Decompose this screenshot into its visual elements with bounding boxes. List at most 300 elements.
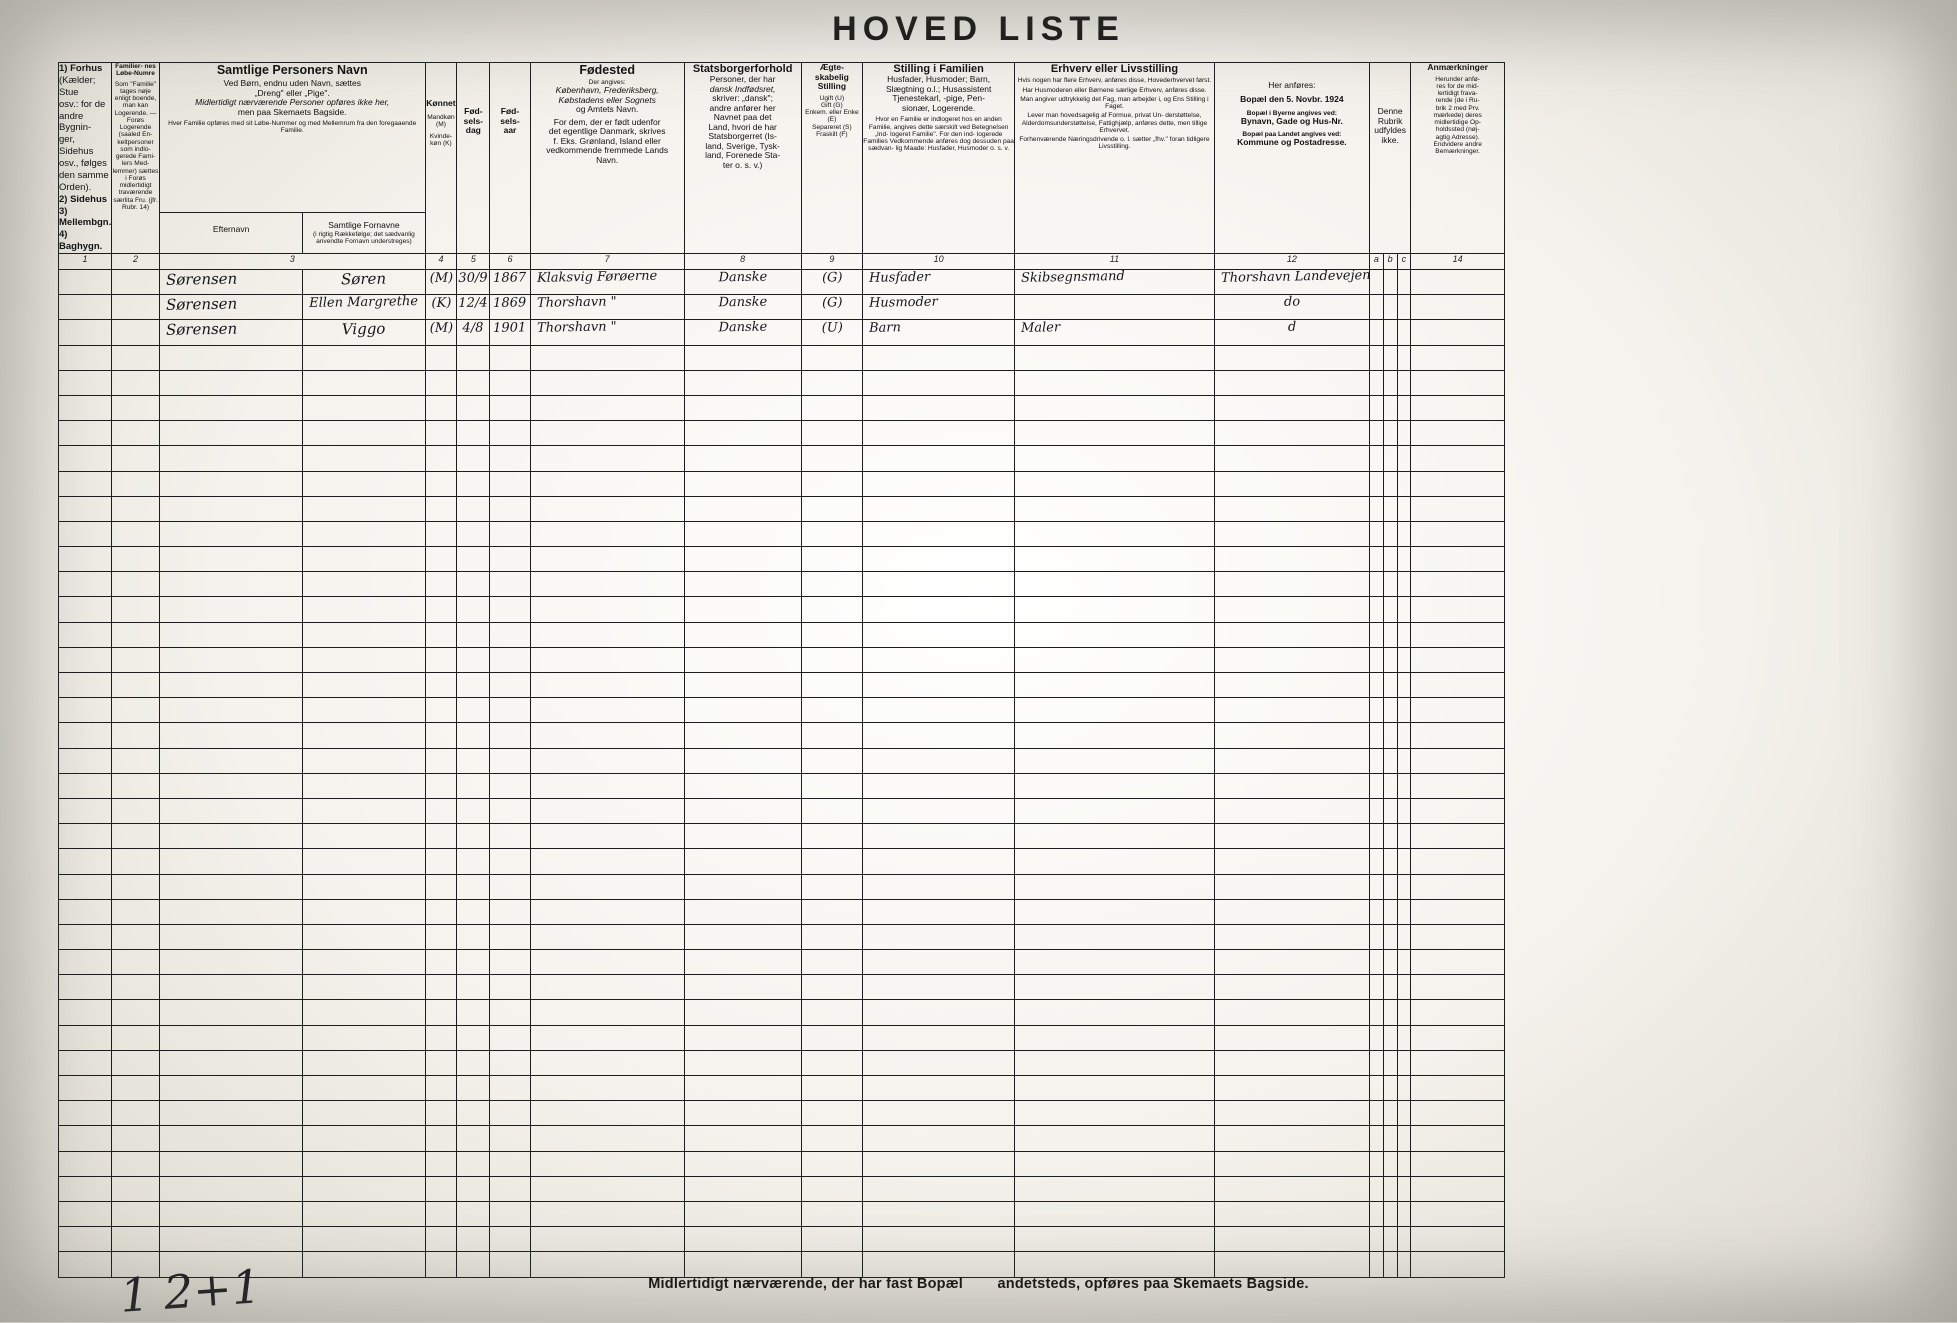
cell-empty[interactable] bbox=[1397, 1025, 1411, 1050]
cell-empty[interactable] bbox=[684, 748, 801, 773]
cell-empty[interactable] bbox=[159, 1101, 302, 1126]
cell-13b[interactable] bbox=[1383, 320, 1397, 345]
cell-empty[interactable] bbox=[1411, 1050, 1505, 1075]
cell-occupation[interactable]: Skibsegnsmand bbox=[1015, 270, 1215, 295]
table-row-empty[interactable] bbox=[59, 698, 1505, 723]
cell-empty[interactable] bbox=[490, 1227, 530, 1252]
cell-empty[interactable] bbox=[159, 1176, 302, 1201]
cell-empty[interactable] bbox=[530, 1000, 684, 1025]
cell-empty[interactable] bbox=[425, 370, 457, 395]
cell-empty[interactable] bbox=[684, 622, 801, 647]
cell-empty[interactable] bbox=[1383, 395, 1397, 420]
cell-empty[interactable] bbox=[59, 924, 112, 949]
cell-empty[interactable] bbox=[1214, 496, 1369, 521]
cell-empty[interactable] bbox=[59, 950, 112, 975]
cell-empty[interactable] bbox=[159, 748, 302, 773]
cell-empty[interactable] bbox=[1383, 1201, 1397, 1226]
cell-empty[interactable] bbox=[801, 798, 863, 823]
cell-empty[interactable] bbox=[490, 773, 530, 798]
table-row[interactable] bbox=[59, 320, 1505, 345]
cell-empty[interactable] bbox=[1214, 975, 1369, 1000]
cell-empty[interactable] bbox=[490, 975, 530, 1000]
table-row[interactable] bbox=[59, 270, 1505, 295]
cell-empty[interactable] bbox=[425, 496, 457, 521]
cell-empty[interactable] bbox=[159, 773, 302, 798]
cell-empty[interactable] bbox=[1411, 874, 1505, 899]
cell-empty[interactable] bbox=[303, 1076, 425, 1101]
table-row-empty[interactable] bbox=[59, 874, 1505, 899]
cell-empty[interactable] bbox=[801, 1000, 863, 1025]
cell-sex[interactable]: (M) bbox=[425, 270, 457, 295]
cell-empty[interactable] bbox=[1397, 748, 1411, 773]
cell-empty[interactable] bbox=[530, 622, 684, 647]
cell-empty[interactable] bbox=[1397, 824, 1411, 849]
cell-empty[interactable] bbox=[1383, 521, 1397, 546]
cell-empty[interactable] bbox=[1411, 572, 1505, 597]
cell-empty[interactable] bbox=[457, 975, 490, 1000]
cell-empty[interactable] bbox=[1383, 824, 1397, 849]
cell-empty[interactable] bbox=[1214, 370, 1369, 395]
cell-empty[interactable] bbox=[1015, 446, 1215, 471]
cell-empty[interactable] bbox=[863, 950, 1015, 975]
cell-empty[interactable] bbox=[303, 773, 425, 798]
cell-empty[interactable] bbox=[1214, 1050, 1369, 1075]
cell-empty[interactable] bbox=[1397, 1000, 1411, 1025]
cell-empty[interactable] bbox=[159, 647, 302, 672]
cell-empty[interactable] bbox=[684, 471, 801, 496]
cell-empty[interactable] bbox=[863, 874, 1015, 899]
cell-empty[interactable] bbox=[1369, 471, 1383, 496]
table-row-empty[interactable] bbox=[59, 647, 1505, 672]
cell-empty[interactable] bbox=[59, 622, 112, 647]
cell-citizenship[interactable]: Danske bbox=[684, 270, 801, 295]
cell-empty[interactable] bbox=[1214, 748, 1369, 773]
cell-empty[interactable] bbox=[457, 773, 490, 798]
cell-empty[interactable] bbox=[159, 673, 302, 698]
cell-empty[interactable] bbox=[684, 496, 801, 521]
cell-empty[interactable] bbox=[1397, 446, 1411, 471]
cell-occupation[interactable] bbox=[1015, 295, 1215, 320]
cell-empty[interactable] bbox=[1411, 773, 1505, 798]
cell-empty[interactable] bbox=[1214, 1076, 1369, 1101]
cell-empty[interactable] bbox=[1411, 899, 1505, 924]
cell-empty[interactable] bbox=[530, 496, 684, 521]
cell-empty[interactable] bbox=[1397, 647, 1411, 672]
cell-empty[interactable] bbox=[1214, 1201, 1369, 1226]
cell-empty[interactable] bbox=[425, 446, 457, 471]
cell-surname[interactable]: Sørensen bbox=[159, 295, 302, 320]
cell-empty[interactable] bbox=[457, 471, 490, 496]
cell-empty[interactable] bbox=[1397, 924, 1411, 949]
cell-empty[interactable] bbox=[1369, 1227, 1383, 1252]
cell-firstname[interactable]: Ellen Margrethe bbox=[303, 295, 425, 320]
cell-empty[interactable] bbox=[684, 1050, 801, 1075]
cell-empty[interactable] bbox=[801, 421, 863, 446]
cell-empty[interactable] bbox=[863, 496, 1015, 521]
cell-empty[interactable] bbox=[1397, 1076, 1411, 1101]
cell-empty[interactable] bbox=[1015, 496, 1215, 521]
cell-empty[interactable] bbox=[159, 1000, 302, 1025]
cell-empty[interactable] bbox=[1214, 647, 1369, 672]
cell-empty[interactable] bbox=[112, 1176, 160, 1201]
cell-empty[interactable] bbox=[1369, 370, 1383, 395]
cell-empty[interactable] bbox=[59, 647, 112, 672]
cell-empty[interactable] bbox=[303, 622, 425, 647]
cell-empty[interactable] bbox=[425, 1050, 457, 1075]
cell-empty[interactable] bbox=[490, 698, 530, 723]
cell-empty[interactable] bbox=[1383, 698, 1397, 723]
cell-empty[interactable] bbox=[1214, 698, 1369, 723]
cell-empty[interactable] bbox=[863, 1227, 1015, 1252]
cell-empty[interactable] bbox=[303, 521, 425, 546]
cell-empty[interactable] bbox=[457, 1000, 490, 1025]
cell-empty[interactable] bbox=[863, 723, 1015, 748]
cell-empty[interactable] bbox=[863, 1025, 1015, 1050]
cell-empty[interactable] bbox=[1397, 547, 1411, 572]
cell-empty[interactable] bbox=[425, 521, 457, 546]
cell-empty[interactable] bbox=[490, 798, 530, 823]
cell-empty[interactable] bbox=[159, 572, 302, 597]
cell-empty[interactable] bbox=[1369, 950, 1383, 975]
cell-empty[interactable] bbox=[530, 1151, 684, 1176]
cell-empty[interactable] bbox=[303, 647, 425, 672]
cell-empty[interactable] bbox=[684, 1151, 801, 1176]
cell-empty[interactable] bbox=[457, 723, 490, 748]
cell-empty[interactable] bbox=[1383, 798, 1397, 823]
cell-empty[interactable] bbox=[801, 647, 863, 672]
cell-empty[interactable] bbox=[1369, 1050, 1383, 1075]
cell-empty[interactable] bbox=[59, 471, 112, 496]
cell-empty[interactable] bbox=[303, 975, 425, 1000]
cell-empty[interactable] bbox=[1214, 773, 1369, 798]
cell-empty[interactable] bbox=[159, 899, 302, 924]
cell-empty[interactable] bbox=[490, 1252, 530, 1277]
cell-empty[interactable] bbox=[490, 622, 530, 647]
cell-empty[interactable] bbox=[303, 1025, 425, 1050]
cell-empty[interactable] bbox=[684, 1025, 801, 1050]
cell-empty[interactable] bbox=[425, 673, 457, 698]
cell-empty[interactable] bbox=[530, 874, 684, 899]
cell-empty[interactable] bbox=[112, 849, 160, 874]
cell-empty[interactable] bbox=[1383, 1126, 1397, 1151]
cell-empty[interactable] bbox=[159, 975, 302, 1000]
cell-empty[interactable] bbox=[112, 395, 160, 420]
cell-empty[interactable] bbox=[801, 1050, 863, 1075]
cell-empty[interactable] bbox=[801, 1252, 863, 1277]
cell-empty[interactable] bbox=[59, 748, 112, 773]
cell-empty[interactable] bbox=[801, 899, 863, 924]
cell-empty[interactable] bbox=[490, 1050, 530, 1075]
cell-empty[interactable] bbox=[59, 1176, 112, 1201]
cell-empty[interactable] bbox=[1383, 673, 1397, 698]
cell-empty[interactable] bbox=[303, 547, 425, 572]
cell-empty[interactable] bbox=[684, 1101, 801, 1126]
cell-marital[interactable]: (G) bbox=[801, 270, 863, 295]
cell-empty[interactable] bbox=[112, 1050, 160, 1075]
cell-empty[interactable] bbox=[490, 1126, 530, 1151]
cell-empty[interactable] bbox=[490, 899, 530, 924]
cell-empty[interactable] bbox=[801, 395, 863, 420]
cell-empty[interactable] bbox=[684, 698, 801, 723]
cell-empty[interactable] bbox=[490, 1151, 530, 1176]
cell-empty[interactable] bbox=[457, 1126, 490, 1151]
cell-empty[interactable] bbox=[530, 723, 684, 748]
cell-empty[interactable] bbox=[684, 924, 801, 949]
cell-empty[interactable] bbox=[1411, 496, 1505, 521]
cell-empty[interactable] bbox=[1383, 1000, 1397, 1025]
cell-firstname[interactable]: Søren bbox=[303, 270, 425, 295]
cell-empty[interactable] bbox=[425, 597, 457, 622]
cell-empty[interactable] bbox=[863, 824, 1015, 849]
cell-empty[interactable] bbox=[1383, 572, 1397, 597]
cell-empty[interactable] bbox=[425, 899, 457, 924]
cell-empty[interactable] bbox=[530, 370, 684, 395]
cell-empty[interactable] bbox=[863, 1151, 1015, 1176]
cell-empty[interactable] bbox=[1214, 345, 1369, 370]
cell-empty[interactable] bbox=[159, 496, 302, 521]
cell-13a[interactable] bbox=[1369, 270, 1383, 295]
cell-empty[interactable] bbox=[457, 1076, 490, 1101]
cell-empty[interactable] bbox=[59, 824, 112, 849]
cell-empty[interactable] bbox=[457, 521, 490, 546]
cell-empty[interactable] bbox=[1214, 1025, 1369, 1050]
cell-empty[interactable] bbox=[457, 597, 490, 622]
cell-empty[interactable] bbox=[1369, 345, 1383, 370]
cell-empty[interactable] bbox=[303, 597, 425, 622]
cell-empty[interactable] bbox=[801, 874, 863, 899]
cell-empty[interactable] bbox=[1383, 1176, 1397, 1201]
cell-empty[interactable] bbox=[457, 421, 490, 446]
cell-empty[interactable] bbox=[303, 1151, 425, 1176]
cell-empty[interactable] bbox=[1383, 773, 1397, 798]
table-row-empty[interactable] bbox=[59, 1025, 1505, 1050]
cell-13c[interactable] bbox=[1397, 320, 1411, 345]
cell-empty[interactable] bbox=[1383, 597, 1397, 622]
cell-empty[interactable] bbox=[112, 773, 160, 798]
cell-empty[interactable] bbox=[1015, 824, 1215, 849]
cell-empty[interactable] bbox=[1369, 1025, 1383, 1050]
cell-birthyear[interactable]: 1901 bbox=[490, 320, 530, 345]
cell-empty[interactable] bbox=[863, 345, 1015, 370]
cell-empty[interactable] bbox=[1397, 1151, 1411, 1176]
cell-residence[interactable]: d bbox=[1214, 320, 1369, 345]
cell-empty[interactable] bbox=[1369, 673, 1383, 698]
cell-empty[interactable] bbox=[530, 748, 684, 773]
cell-empty[interactable] bbox=[863, 521, 1015, 546]
cell-empty[interactable] bbox=[1369, 924, 1383, 949]
cell-empty[interactable] bbox=[1369, 597, 1383, 622]
cell-empty[interactable] bbox=[490, 471, 530, 496]
table-row-empty[interactable] bbox=[59, 950, 1505, 975]
cell-empty[interactable] bbox=[1397, 471, 1411, 496]
cell-empty[interactable] bbox=[684, 395, 801, 420]
cell-empty[interactable] bbox=[1383, 975, 1397, 1000]
cell-empty[interactable] bbox=[1015, 1227, 1215, 1252]
cell-citizenship[interactable]: Danske bbox=[684, 320, 801, 345]
cell-empty[interactable] bbox=[1369, 496, 1383, 521]
cell-empty[interactable] bbox=[1214, 849, 1369, 874]
cell-empty[interactable] bbox=[1397, 521, 1411, 546]
cell-empty[interactable] bbox=[112, 370, 160, 395]
cell-empty[interactable] bbox=[684, 673, 801, 698]
cell-empty[interactable] bbox=[303, 824, 425, 849]
cell-empty[interactable] bbox=[863, 975, 1015, 1000]
cell-empty[interactable] bbox=[1214, 673, 1369, 698]
cell-empty[interactable] bbox=[1397, 950, 1411, 975]
cell-empty[interactable] bbox=[425, 471, 457, 496]
cell-empty[interactable] bbox=[490, 647, 530, 672]
cell-empty[interactable] bbox=[801, 773, 863, 798]
cell-empty[interactable] bbox=[1397, 798, 1411, 823]
cell-empty[interactable] bbox=[1015, 1201, 1215, 1226]
cell-empty[interactable] bbox=[457, 622, 490, 647]
cell-empty[interactable] bbox=[1015, 597, 1215, 622]
cell-empty[interactable] bbox=[530, 673, 684, 698]
cell-empty[interactable] bbox=[112, 975, 160, 1000]
cell-empty[interactable] bbox=[530, 1126, 684, 1151]
cell-empty[interactable] bbox=[1397, 673, 1411, 698]
cell-empty[interactable] bbox=[801, 723, 863, 748]
table-row-empty[interactable] bbox=[59, 899, 1505, 924]
cell-empty[interactable] bbox=[684, 370, 801, 395]
cell-empty[interactable] bbox=[425, 1025, 457, 1050]
cell-birthday[interactable]: 12/4 bbox=[457, 295, 490, 320]
cell-empty[interactable] bbox=[490, 874, 530, 899]
cell-empty[interactable] bbox=[1397, 1201, 1411, 1226]
cell-empty[interactable] bbox=[112, 521, 160, 546]
cell-empty[interactable] bbox=[1369, 698, 1383, 723]
cell-empty[interactable] bbox=[801, 673, 863, 698]
cell-empty[interactable] bbox=[59, 370, 112, 395]
cell-empty[interactable] bbox=[1369, 547, 1383, 572]
cell-empty[interactable] bbox=[159, 698, 302, 723]
cell-empty[interactable] bbox=[303, 345, 425, 370]
cell-firstname[interactable]: Viggo bbox=[303, 320, 425, 345]
cell-empty[interactable] bbox=[457, 673, 490, 698]
cell-empty[interactable] bbox=[457, 1151, 490, 1176]
cell-empty[interactable] bbox=[159, 723, 302, 748]
cell-empty[interactable] bbox=[801, 698, 863, 723]
cell-empty[interactable] bbox=[1383, 1151, 1397, 1176]
cell-empty[interactable] bbox=[1369, 446, 1383, 471]
cell-family-position[interactable]: Barn bbox=[863, 320, 1015, 345]
cell-13c[interactable] bbox=[1397, 295, 1411, 320]
cell-empty[interactable] bbox=[1411, 950, 1505, 975]
cell-empty[interactable] bbox=[1383, 647, 1397, 672]
cell-empty[interactable] bbox=[1369, 622, 1383, 647]
cell-13b[interactable] bbox=[1383, 295, 1397, 320]
cell-empty[interactable] bbox=[1015, 1151, 1215, 1176]
cell-empty[interactable] bbox=[530, 521, 684, 546]
cell-empty[interactable] bbox=[425, 1151, 457, 1176]
cell-empty[interactable] bbox=[112, 698, 160, 723]
cell-empty[interactable] bbox=[530, 798, 684, 823]
cell-empty[interactable] bbox=[1383, 950, 1397, 975]
cell-empty[interactable] bbox=[303, 446, 425, 471]
table-row-empty[interactable] bbox=[59, 1126, 1505, 1151]
cell-empty[interactable] bbox=[1397, 572, 1411, 597]
cell-empty[interactable] bbox=[303, 421, 425, 446]
cell-empty[interactable] bbox=[59, 723, 112, 748]
cell-empty[interactable] bbox=[684, 547, 801, 572]
cell-empty[interactable] bbox=[303, 1201, 425, 1226]
cell-empty[interactable] bbox=[801, 1076, 863, 1101]
cell-empty[interactable] bbox=[801, 496, 863, 521]
cell-empty[interactable] bbox=[1214, 899, 1369, 924]
cell-empty[interactable] bbox=[59, 446, 112, 471]
cell-empty[interactable] bbox=[1397, 698, 1411, 723]
cell-empty[interactable] bbox=[159, 924, 302, 949]
cell-empty[interactable] bbox=[863, 1050, 1015, 1075]
cell-empty[interactable] bbox=[530, 975, 684, 1000]
cell-occupation[interactable]: Maler bbox=[1015, 320, 1215, 345]
cell-empty[interactable] bbox=[1015, 622, 1215, 647]
cell-empty[interactable] bbox=[1397, 1227, 1411, 1252]
cell-empty[interactable] bbox=[801, 1151, 863, 1176]
cell-empty[interactable] bbox=[801, 572, 863, 597]
cell-empty[interactable] bbox=[1214, 1227, 1369, 1252]
cell-empty[interactable] bbox=[425, 1201, 457, 1226]
cell-surname[interactable]: Sørensen bbox=[159, 270, 302, 295]
cell-13a[interactable] bbox=[1369, 320, 1383, 345]
cell-empty[interactable] bbox=[490, 824, 530, 849]
cell-empty[interactable] bbox=[684, 1000, 801, 1025]
cell-birthday[interactable]: 30/9 bbox=[457, 270, 490, 295]
cell-empty[interactable] bbox=[159, 395, 302, 420]
cell-empty[interactable] bbox=[303, 1000, 425, 1025]
cell-empty[interactable] bbox=[59, 597, 112, 622]
cell-empty[interactable] bbox=[59, 1201, 112, 1226]
cell-empty[interactable] bbox=[530, 1201, 684, 1226]
cell-empty[interactable] bbox=[457, 798, 490, 823]
table-row-empty[interactable] bbox=[59, 597, 1505, 622]
cell-empty[interactable] bbox=[801, 471, 863, 496]
cell-empty[interactable] bbox=[1411, 1000, 1505, 1025]
cell-empty[interactable] bbox=[1015, 1025, 1215, 1050]
table-row-empty[interactable] bbox=[59, 723, 1505, 748]
cell-empty[interactable] bbox=[530, 1076, 684, 1101]
cell-empty[interactable] bbox=[59, 1101, 112, 1126]
cell-empty[interactable] bbox=[457, 345, 490, 370]
cell-empty[interactable] bbox=[303, 471, 425, 496]
cell-empty[interactable] bbox=[1369, 798, 1383, 823]
cell-empty[interactable] bbox=[425, 1076, 457, 1101]
cell-empty[interactable] bbox=[801, 1176, 863, 1201]
cell-birthplace[interactable]: Thorshavn " bbox=[530, 320, 684, 345]
cell-empty[interactable] bbox=[457, 924, 490, 949]
cell-marital[interactable]: (G) bbox=[801, 295, 863, 320]
table-row-empty[interactable] bbox=[59, 622, 1505, 647]
cell-empty[interactable] bbox=[490, 723, 530, 748]
cell-empty[interactable] bbox=[159, 370, 302, 395]
cell-empty[interactable] bbox=[490, 345, 530, 370]
cell-empty[interactable] bbox=[1015, 1076, 1215, 1101]
cell-empty[interactable] bbox=[112, 1076, 160, 1101]
cell-empty[interactable] bbox=[159, 1227, 302, 1252]
cell-empty[interactable] bbox=[490, 1000, 530, 1025]
cell-13a[interactable] bbox=[1369, 295, 1383, 320]
cell-empty[interactable] bbox=[112, 1151, 160, 1176]
cell-empty[interactable] bbox=[303, 1126, 425, 1151]
cell-empty[interactable] bbox=[1411, 723, 1505, 748]
cell-empty[interactable] bbox=[425, 950, 457, 975]
cell-empty[interactable] bbox=[303, 1050, 425, 1075]
cell-empty[interactable] bbox=[457, 748, 490, 773]
cell-empty[interactable] bbox=[801, 824, 863, 849]
cell-empty[interactable] bbox=[1383, 1101, 1397, 1126]
cell-empty[interactable] bbox=[1411, 798, 1505, 823]
cell-empty[interactable] bbox=[684, 899, 801, 924]
